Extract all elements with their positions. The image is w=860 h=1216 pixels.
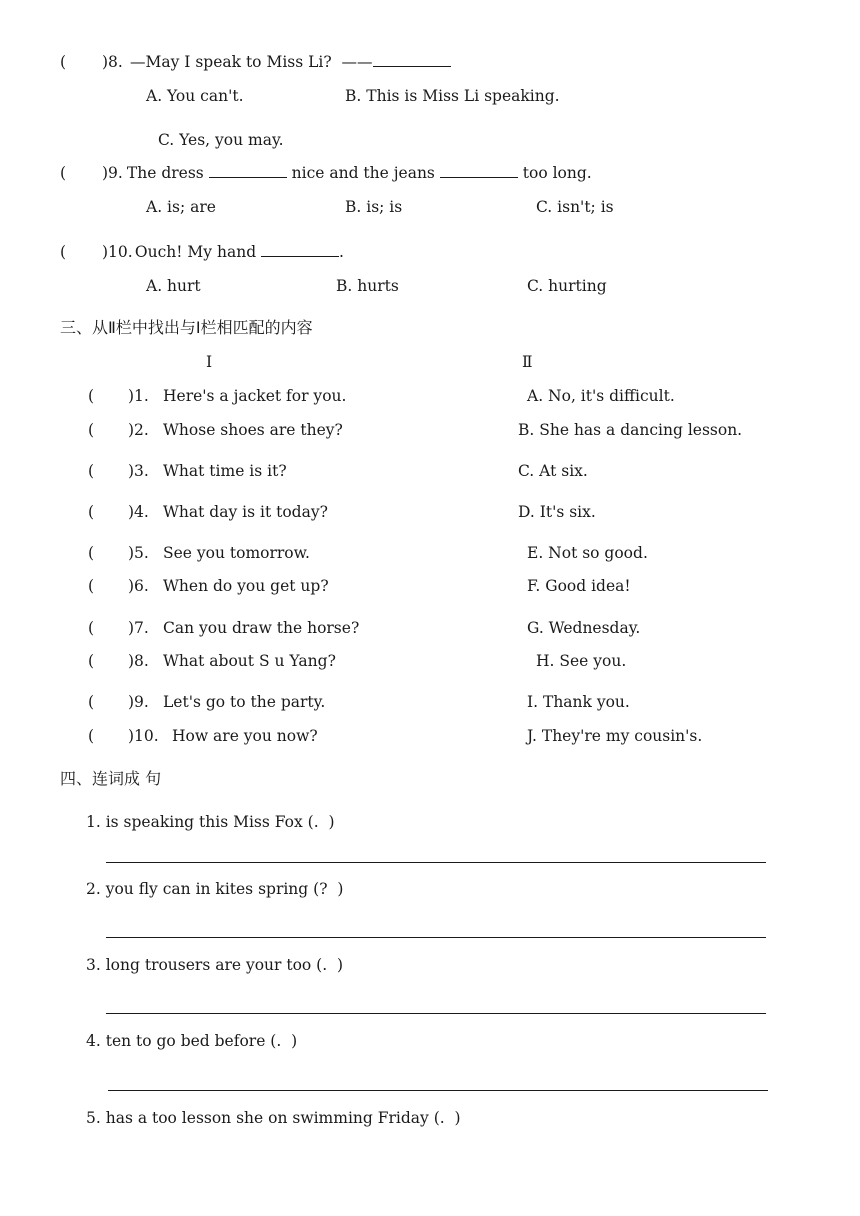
answer-blank[interactable] bbox=[440, 163, 518, 178]
left-item: Let's go to the party. bbox=[163, 693, 326, 711]
right-item: G. Wednesday. bbox=[527, 619, 641, 637]
answer-bracket-open[interactable]: ( bbox=[88, 544, 95, 562]
right-item: H. See you. bbox=[536, 652, 627, 670]
column-header-1: Ⅰ bbox=[206, 353, 213, 371]
answer-bracket-open[interactable]: ( bbox=[88, 421, 95, 439]
answer-blank[interactable] bbox=[261, 242, 339, 257]
row-number: )1. bbox=[128, 387, 149, 405]
left-item: Here's a jacket for you. bbox=[163, 387, 347, 405]
sentence-prompt-2: 2. you fly can in kites spring (? ) bbox=[86, 880, 344, 898]
option-a: A. hurt bbox=[146, 277, 201, 295]
answer-blank[interactable] bbox=[373, 52, 451, 67]
answer-line[interactable] bbox=[108, 1090, 768, 1091]
right-item: B. She has a dancing lesson. bbox=[518, 421, 743, 439]
section-title: 四、连词成 句 bbox=[60, 769, 162, 788]
row-number: )3. bbox=[128, 462, 149, 480]
option-c: C. isn't; is bbox=[536, 198, 614, 216]
left-item: When do you get up? bbox=[163, 577, 329, 595]
left-item: Whose shoes are they? bbox=[163, 421, 343, 439]
sentence-prompt-1: 1. is speaking this Miss Fox (. ) bbox=[86, 813, 335, 831]
question-stem: —May I speak to Miss Li? —— bbox=[130, 52, 451, 72]
question-number: )9. bbox=[102, 164, 123, 182]
row-number: )9. bbox=[128, 693, 149, 711]
answer-bracket-open[interactable]: ( bbox=[88, 727, 95, 745]
left-item: How are you now? bbox=[172, 727, 318, 745]
row-number: )5. bbox=[128, 544, 149, 562]
answer-line[interactable] bbox=[106, 862, 766, 863]
row-number: )6. bbox=[128, 577, 149, 595]
row-number: )4. bbox=[128, 503, 149, 521]
row-number: )7. bbox=[128, 619, 149, 637]
option-b: B. is; is bbox=[345, 198, 403, 216]
right-item: F. Good idea! bbox=[527, 577, 631, 595]
answer-bracket-open[interactable]: ( bbox=[88, 503, 95, 521]
row-number: )10. bbox=[128, 727, 159, 745]
right-item: C. At six. bbox=[518, 462, 588, 480]
right-item: A. No, it's difficult. bbox=[527, 387, 675, 405]
answer-line[interactable] bbox=[106, 1013, 766, 1014]
answer-bracket-open[interactable]: ( bbox=[88, 387, 95, 405]
answer-bracket-open[interactable]: ( bbox=[88, 652, 95, 670]
section-title: 三、从Ⅱ栏中找出与Ⅰ栏相匹配的内容 bbox=[60, 318, 313, 337]
option-b: B. hurts bbox=[336, 277, 399, 295]
left-item: Can you draw the horse? bbox=[163, 619, 360, 637]
option-c: C. Yes, you may. bbox=[158, 131, 284, 149]
answer-line[interactable] bbox=[106, 937, 766, 938]
question-number: )8. bbox=[102, 53, 123, 71]
right-item: E. Not so good. bbox=[527, 544, 648, 562]
left-item: See you tomorrow. bbox=[163, 544, 310, 562]
sentence-prompt-3: 3. long trousers are your too (. ) bbox=[86, 956, 344, 974]
option-c: C. hurting bbox=[527, 277, 607, 295]
question-stem: The dress nice and the jeans too long. bbox=[122, 164, 592, 182]
question-number: )10. bbox=[102, 243, 133, 261]
left-item: What about S u Yang? bbox=[163, 652, 336, 670]
row-number: )8. bbox=[128, 652, 149, 670]
answer-bracket-open[interactable]: ( bbox=[60, 164, 67, 182]
answer-bracket-open[interactable]: ( bbox=[88, 619, 95, 637]
answer-bracket-open[interactable]: ( bbox=[88, 462, 95, 480]
left-item: What day is it today? bbox=[163, 503, 328, 521]
right-item: D. It's six. bbox=[518, 503, 596, 521]
sentence-prompt-4: 4. ten to go bed before (. ) bbox=[86, 1032, 298, 1050]
answer-bracket-open[interactable]: ( bbox=[60, 53, 67, 71]
question-stem: Ouch! My hand . bbox=[130, 243, 344, 261]
right-item: I. Thank you. bbox=[527, 693, 630, 711]
answer-bracket-open[interactable]: ( bbox=[88, 577, 95, 595]
option-b: B. This is Miss Li speaking. bbox=[345, 87, 560, 105]
option-a: A. is; are bbox=[146, 198, 216, 216]
answer-bracket-open[interactable]: ( bbox=[60, 243, 67, 261]
left-item: What time is it? bbox=[163, 462, 287, 480]
sentence-prompt-5: 5. has a too lesson she on swimming Friday (. ) bbox=[86, 1109, 461, 1127]
answer-blank[interactable] bbox=[209, 163, 287, 178]
option-a: A. You can't. bbox=[146, 87, 244, 105]
row-number: )2. bbox=[128, 421, 149, 439]
column-header-2: Ⅱ bbox=[522, 353, 533, 371]
answer-bracket-open[interactable]: ( bbox=[88, 693, 95, 711]
right-item: J. They're my cousin's. bbox=[527, 727, 703, 745]
